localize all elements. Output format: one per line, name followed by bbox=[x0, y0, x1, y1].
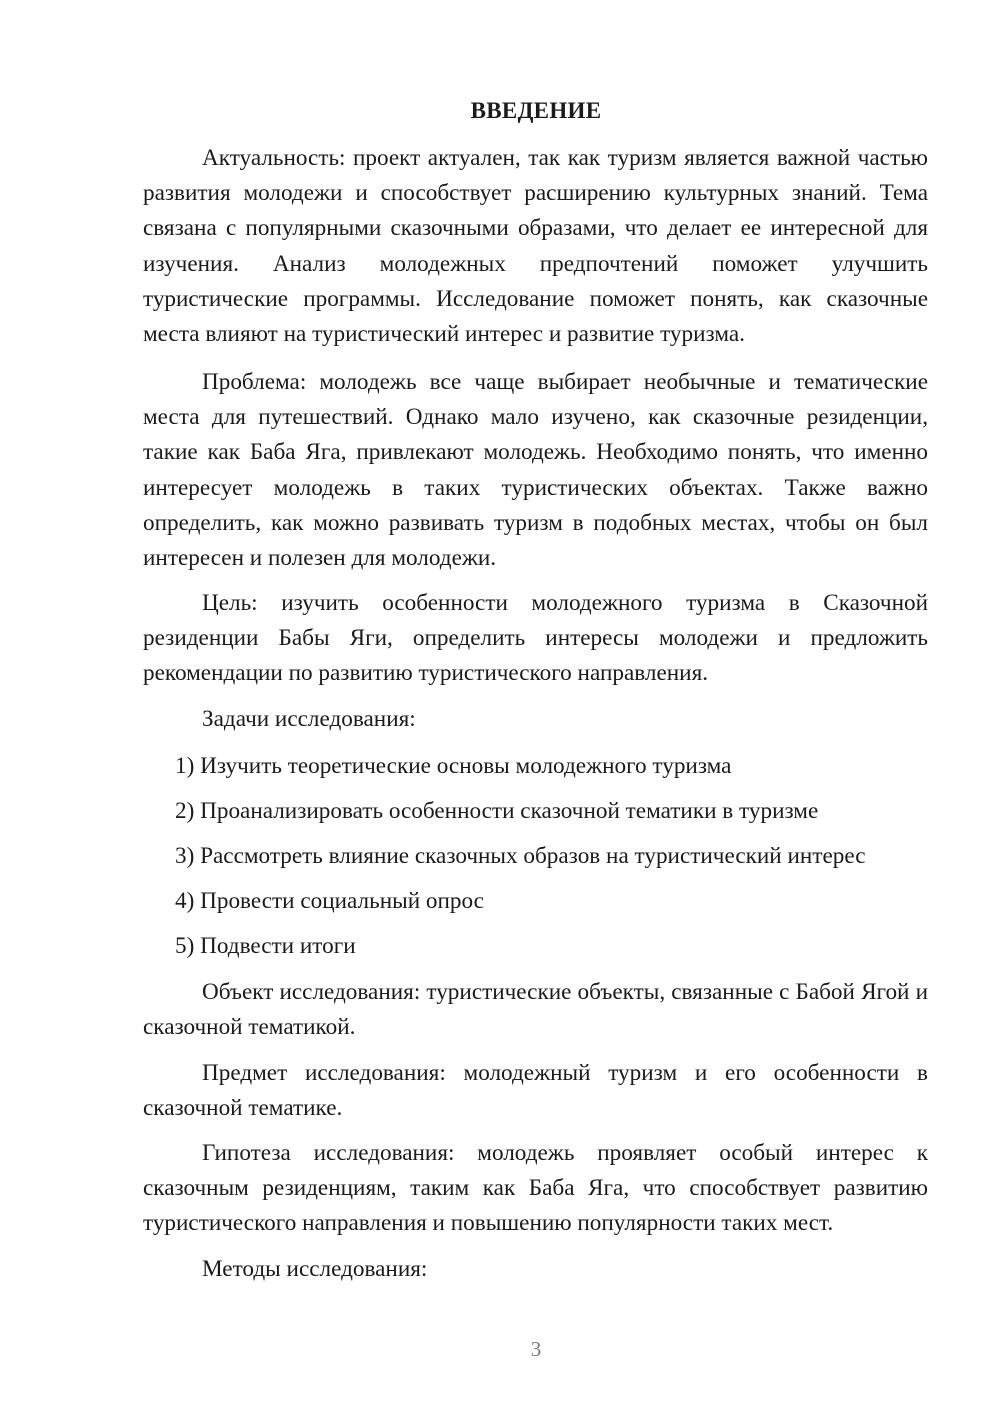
methods-title: Методы исследования: bbox=[202, 1256, 428, 1282]
relevance-paragraph: Актуальность: проект актуален, так как туризм является важной частью развития молодежи и способствует расширению культурных знаний. Тема связана с популярными сказочными образами, что делает ее интересной для изучения. Анализ молодежных предпочтений поможет улучшить туристические программы. Исследование поможет понять, как сказочные места влияют на туристический интерес и развитие туризма. bbox=[143, 145, 928, 348]
object-paragraph: Объект исследования: туристические объекты, связанные с Бабой Ягой и сказочной тематикой. bbox=[143, 979, 928, 1041]
tasks-title: Задачи исследования: bbox=[202, 706, 416, 732]
goal-paragraph: Цель: изучить особенности молодежного туризма в Сказочной резиденции Бабы Яги, определить интересы молодежи и предложить рекомендации по развитию туристического направления. bbox=[143, 590, 928, 687]
subject-paragraph: Предмет исследования: молодежный туризм и его особенности в сказочной тематике. bbox=[143, 1060, 928, 1122]
page-number: 3 bbox=[530, 1337, 542, 1361]
page-title: ВВЕДЕНИЕ bbox=[470, 98, 602, 123]
problem-paragraph: Проблема: молодежь все чаще выбирает необычные и тематические места для путешествий. Однако мало изучено, как сказочные резиденции, такие как Баба Яга, привлекают молодежь. Необходимо понять, что именно интересует молодежь в таких туристических объектах. Также важно определить, как можно развивать туризм в подобных местах, чтобы он был интересен и полезен для молодежи. bbox=[143, 369, 928, 572]
hypothesis-paragraph: Гипотеза исследования: молодежь проявляет особый интерес к сказочным резиденциям, таким как Баба Яга, что способствует развитию туристического направления и повышению популярности таких мест. bbox=[143, 1140, 928, 1237]
task-item-5: 5) Подвести итоги bbox=[175, 933, 356, 959]
task-item-1: 1) Изучить теоретические основы молодежного туризма bbox=[175, 753, 732, 779]
task-item-2: 2) Проанализировать особенности сказочной тематики в туризме bbox=[175, 798, 819, 824]
task-item-3: 3) Рассмотреть влияние сказочных образов на туристический интерес bbox=[175, 843, 866, 869]
task-item-4: 4) Провести социальный опрос bbox=[175, 888, 484, 914]
